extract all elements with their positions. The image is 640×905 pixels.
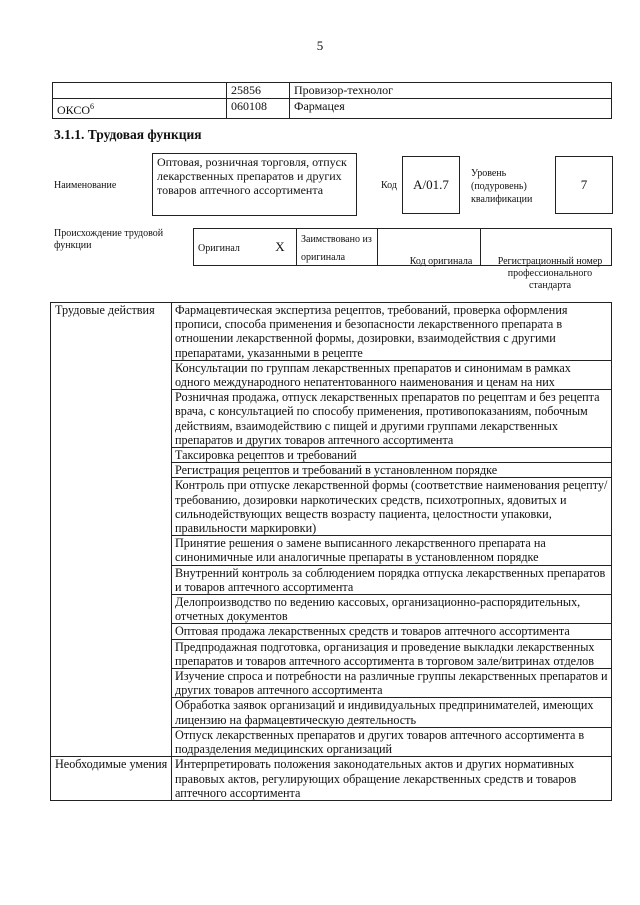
borrowed-label: Заимствовано из оригинала [297,229,378,266]
okso-label: ОКСО$^6$ [53,99,227,119]
item-text: Оптовая продажа лекарственных средств и товаров аптечного ассортимента [172,624,612,639]
name-label: Наименование [54,180,117,191]
item-text: Делопроизводство по ведению кассовых, организационно-распорядительных, отчетных документов [172,595,612,624]
okso-name: Фармацея [290,99,612,119]
code-label: Код [381,180,397,191]
category-label: Трудовые действия [51,303,172,757]
section-title: 3.1.1. Трудовая функция [54,127,202,142]
okso-label [53,83,227,99]
function-name-box: Оптовая, розничная торговля, отпуск лекарственных препаратов и других товаров аптечного ассортимента [152,153,357,216]
function-code-box: A/01.7 [402,156,460,214]
level-box: 7 [555,156,613,214]
item-text: Принятие решения о замене выписанного лекарственного препарата на синонимичные или аналогичные препараты в установленном порядке [172,536,612,565]
item-text: Отпуск лекарственных препаратов и других товаров аптечного ассортимента в подразделения медицинских организаций [172,727,612,756]
category-label: Необходимые умения [51,757,172,801]
code-original-caption: Код оригинала [409,256,473,267]
item-text: Фармацевтическая экспертиза рецептов, требований, проверка оформления прописи, способа применения и безопасности лекарственного препарата в отношении лекарственной формы, дозировки, взаимодействия с другими препаратами, указанными в рецепте [172,303,612,361]
item-text: Таксировка рецептов и требований [172,448,612,463]
okso-name: Провизор-технолог [290,83,612,99]
labor-function-table [50,302,612,801]
okso-row [53,99,612,119]
item-text: Изучение спроса и потребности на различные группы лекарственных препаратов и других товаров аптечного ассортимента [172,669,612,698]
labor-action-row [51,303,612,361]
okso-row [53,83,612,99]
item-text: Предпродажная подготовка, организация и проведение выкладки лекарственных препаратов и товаров аптечного ассортимента в торговом зале/витринах отделов [172,639,612,668]
item-text: Консультации по группам лекарственных препаратов и синонимам в рамках одного международного непатентованного наименования и ценам на них [172,360,612,389]
level-label: Уровень (подуровень) квалификации [471,168,533,205]
okso-code: 25856 [227,83,290,99]
original-mark: X [264,229,297,266]
item-text: Контроль при отпуске лекарственной формы (соответствие наименования рецепту/требованию, дозировки наркотических средств, психотропных, ядовитых и сильнодействующих веществ возрасту пациента, целостности упаковки, правильности маркировки) [172,478,612,536]
skill-row [51,757,612,801]
okso-code: 060108 [227,99,290,119]
item-text: Обработка заявок организаций и индивидуальных предпринимателей, имеющих лицензию на фармацевтическую деятельность [172,698,612,727]
page-number: 5 [316,38,324,53]
original-label: Оригинал [194,229,265,266]
item-text: Розничная продажа, отпуск лекарственных препаратов по рецептам и без рецепта врача, с консультацией по способу применения, противопоказаниям, побочным действиям, взаимодействию с пищей и другими группами лекарственных препаратов и других товаров аптечного ассортимента [172,390,612,448]
item-text: Регистрация рецептов и требований в установленном порядке [172,463,612,478]
item-text: Внутренний контроль за соблюдением порядка отпуска лекарственных препаратов и товаров аптечного ассортимента [172,565,612,594]
item-text: Интерпретировать положения законодательных актов и других нормативных правовых актов, регулирующих обращение лекарственных средств и товаров аптечного ассортимента [172,757,612,801]
reg-number-caption: Регистрационный номер профессионального стандарта [497,256,603,291]
okso-table [52,82,612,119]
origin-label: Происхождение трудовой функции [54,228,164,251]
